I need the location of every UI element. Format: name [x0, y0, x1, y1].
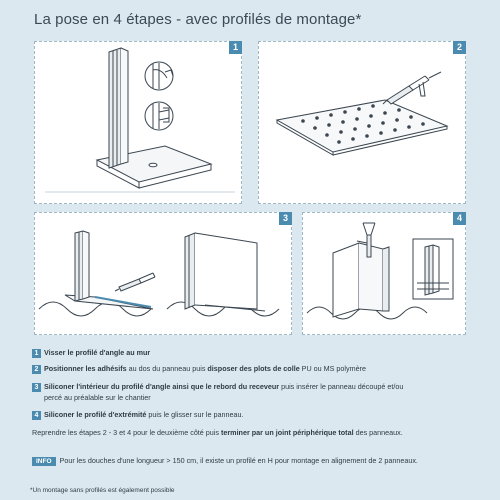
- step-number-badge: 1: [229, 41, 242, 54]
- text-run: des panneaux.: [353, 428, 403, 437]
- bold-text-run: Visser le profilé d'angle au mur: [44, 348, 151, 357]
- step-text: [44, 364, 366, 373]
- step-3-text: [32, 382, 403, 392]
- step-badge: 2: [32, 365, 41, 374]
- text-run: au dos du panneau puis: [126, 364, 208, 373]
- text-run: Reprendre les étapes 2 - 3 et 4 pour le deuxième côté puis: [32, 428, 221, 437]
- bold-text-run: disposer des plots de colle: [207, 364, 300, 373]
- step-1-panel: [34, 41, 242, 204]
- step-badge: 1: [32, 349, 41, 358]
- bold-text-run: Siliconer l'intérieur du profilé d'angle ainsi que le rebord du receveur: [44, 382, 280, 391]
- step-number-badge: 4: [453, 212, 466, 225]
- step-2-panel: [258, 41, 466, 204]
- step-1-text: [32, 348, 150, 358]
- end-profile-illustration: [303, 213, 467, 336]
- step-badge: 3: [32, 383, 41, 392]
- bold-text-run: Positionner les adhésifs: [44, 364, 127, 373]
- info-note: [32, 456, 418, 466]
- adhesive-dots-illustration: [259, 42, 467, 205]
- text-run: puis insérer le panneau découpé et/ou: [279, 382, 404, 391]
- step-4-panel: [302, 212, 466, 335]
- bold-text-run: terminer par un joint périphérique total: [220, 428, 354, 437]
- step-number-badge: 2: [453, 41, 466, 54]
- footnote: *Un montage sans profilés est également possible: [30, 487, 175, 494]
- text-run: PU ou MS polymère: [299, 364, 366, 373]
- page-title: La pose en 4 étapes - avec profilés de montage*: [34, 11, 362, 28]
- step-badge: 4: [32, 411, 41, 420]
- step-number-badge: 3: [279, 212, 292, 225]
- bold-text-run: Siliconer le profilé d'extrémité: [44, 410, 147, 419]
- step-text: [44, 410, 243, 419]
- repeat-instruction: [32, 428, 403, 438]
- step-4-text: [32, 410, 243, 420]
- info-text: Pour les douches d'une longueur > 150 cm, il existe un profilé en H pour montage en alignement de 2 panneaux.: [59, 456, 418, 465]
- step-2-text: [32, 364, 366, 374]
- info-badge: INFO: [32, 457, 56, 466]
- text-run: puis le glisser sur le panneau.: [146, 410, 244, 419]
- step-3-continuation: percé au préalable sur le chantier: [44, 393, 151, 402]
- corner-profile-illustration: [35, 42, 243, 205]
- silicone-insert-illustration: [35, 213, 293, 336]
- step-text: [44, 348, 150, 357]
- step-3-panel: [34, 212, 292, 335]
- step-text: [44, 382, 403, 391]
